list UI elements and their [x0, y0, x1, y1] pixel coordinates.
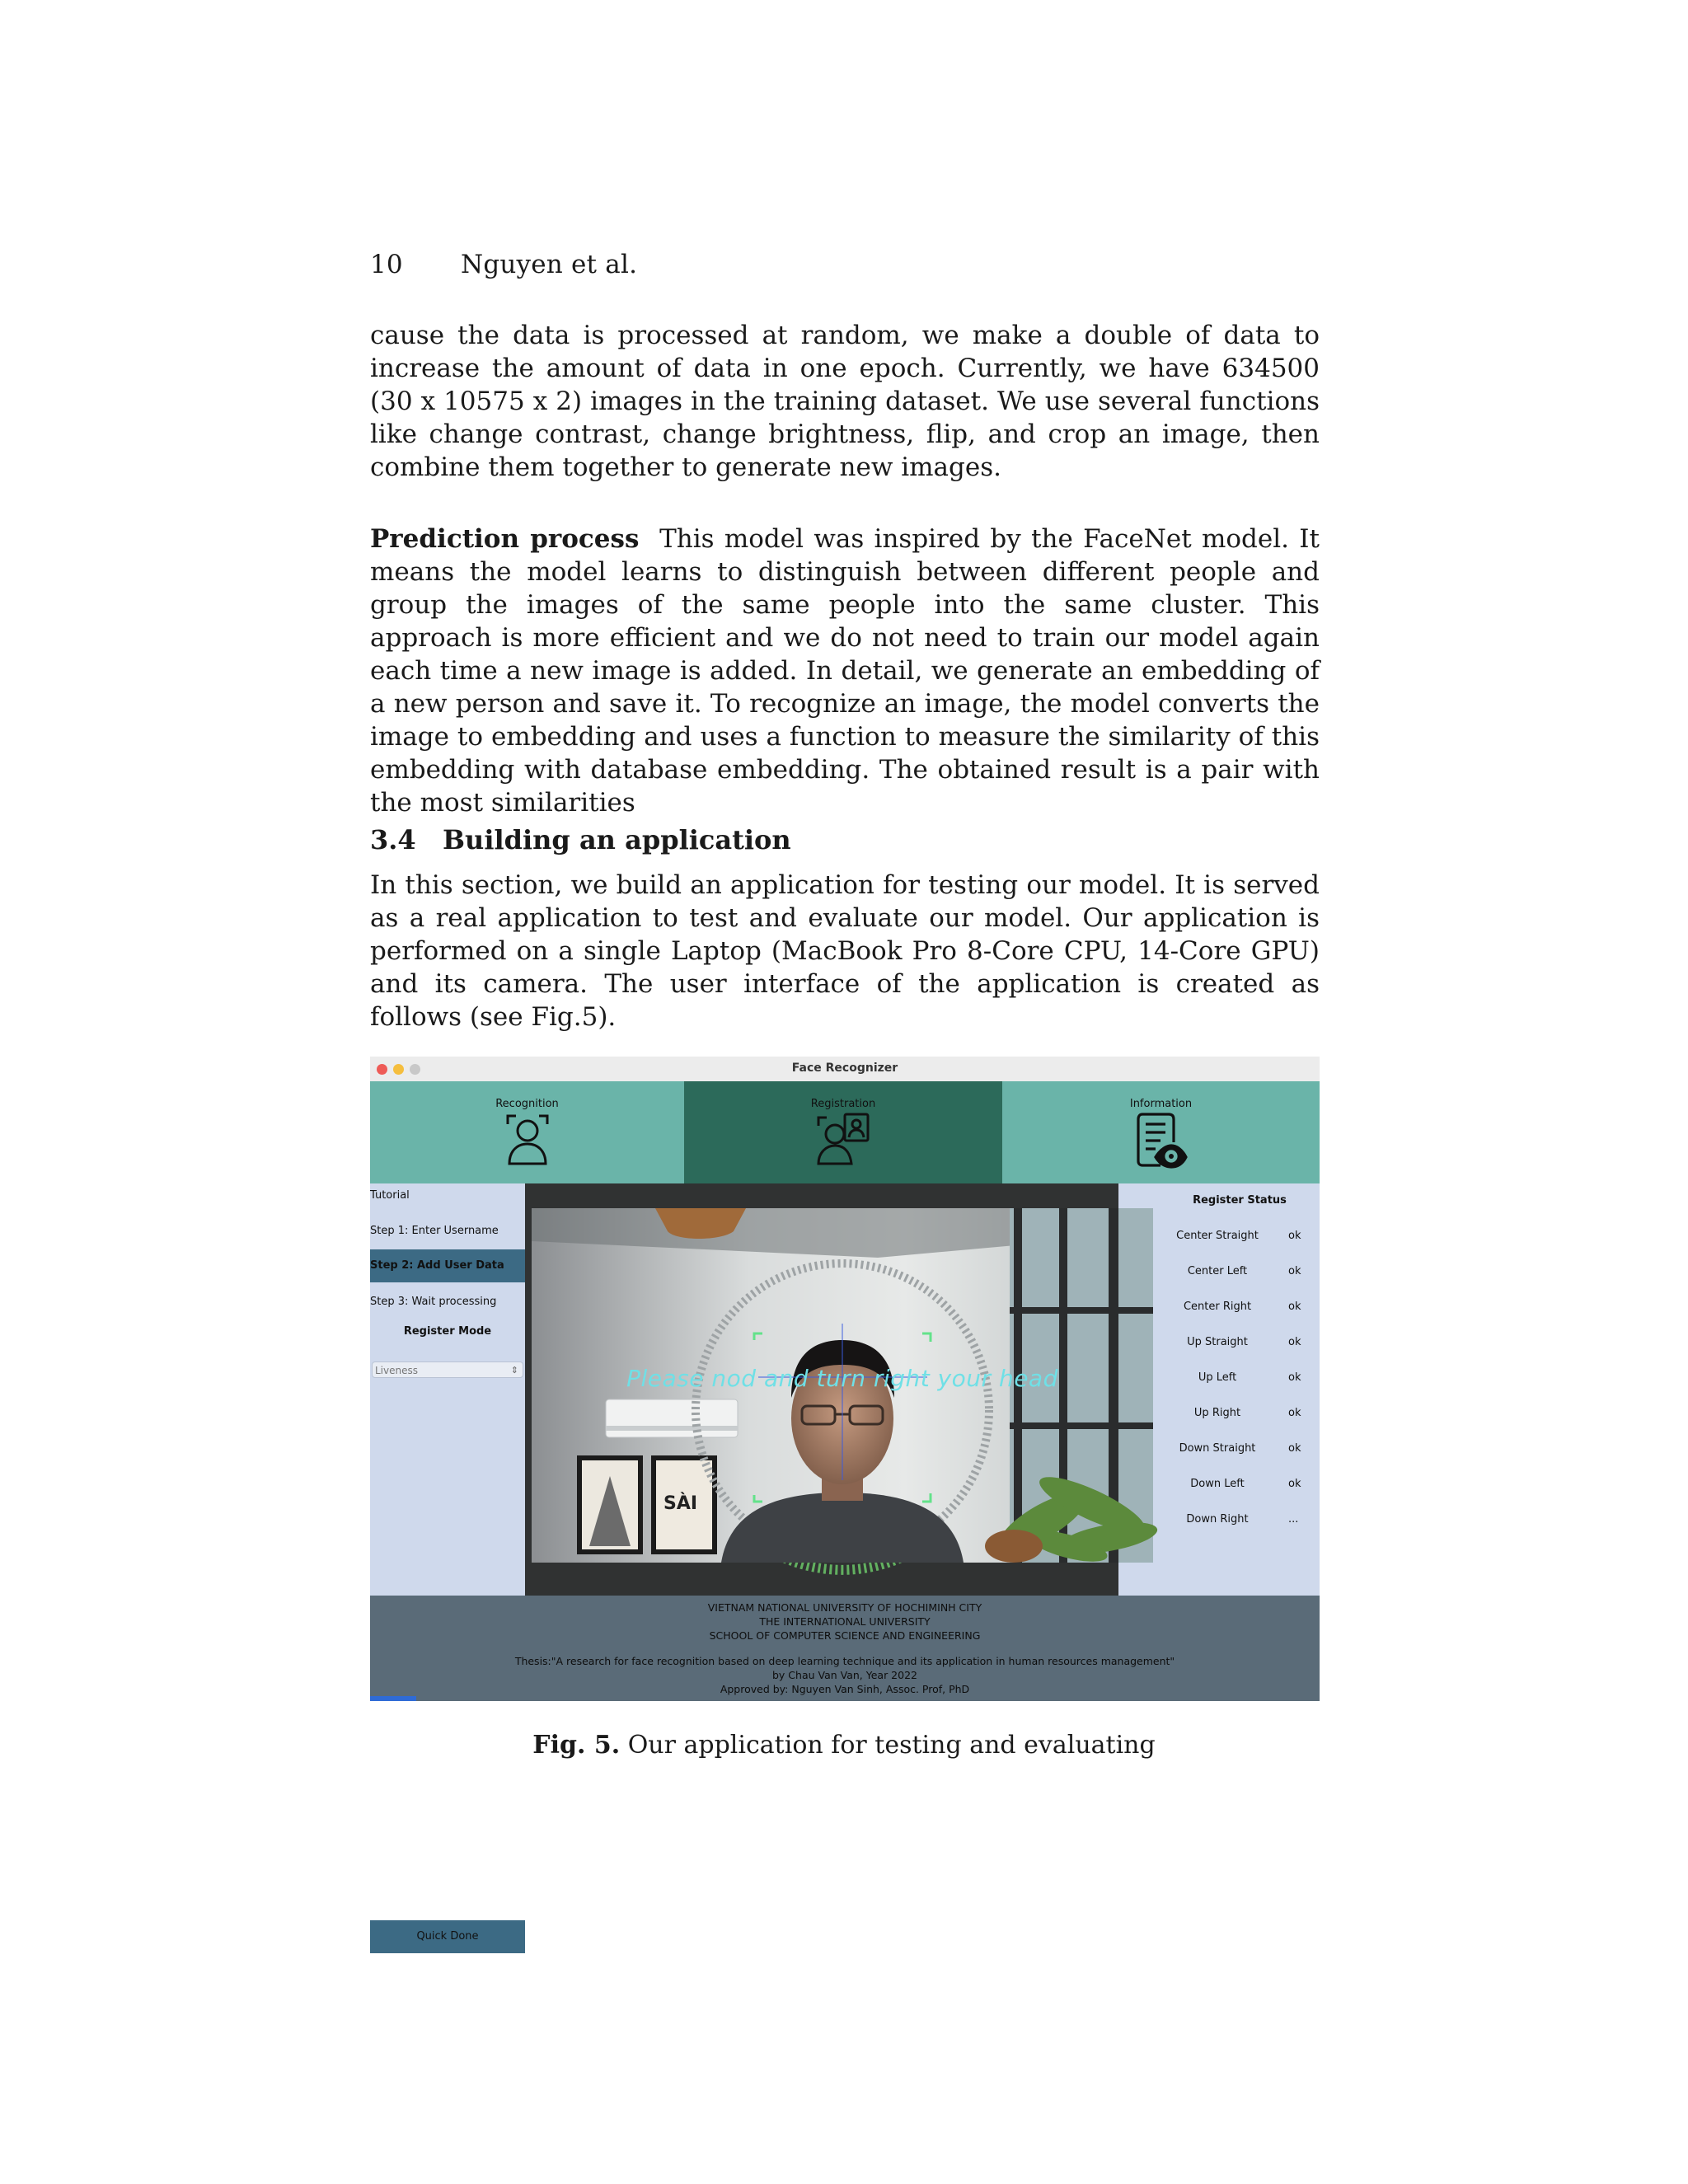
tab-information-label: Information [1129, 1098, 1193, 1110]
paragraph-heading: Prediction process [370, 524, 640, 554]
paragraph-3: In this section, we build an application for testing our model. It is served as a real application to test and evaluate our model. Our application is performed on a single Laptop (MacBook Pro 8-Core CPU, 14-Core GPU) and its camera. The user interface of the application is created as follows (see Fig.5). [370, 870, 1320, 1032]
nav-tabs [370, 1081, 1320, 1183]
tab-registration[interactable] [684, 1081, 1004, 1183]
status-step: Down Straight [1179, 1442, 1256, 1455]
camera-instruction: Please nod and turn right your head [626, 1365, 1058, 1392]
footer-institute: THE INTERNATIONAL UNIVERSITY [759, 1615, 931, 1628]
section-number: 3.4 [370, 824, 416, 855]
footer-school: SCHOOL OF COMPUTER SCIENCE AND ENGINEERING [709, 1629, 981, 1642]
register-mode-label: Register Mode [403, 1325, 492, 1338]
status-value: ok [1288, 1336, 1301, 1348]
tutorial-link[interactable]: Tutorial [370, 1189, 410, 1202]
window-titlebar [370, 1057, 1320, 1082]
step-1-item[interactable]: Step 1: Enter Username [370, 1225, 499, 1237]
select-arrow-icon: ⇕ [510, 1365, 518, 1376]
document-view-icon [1136, 1113, 1187, 1169]
register-status-title: Register Status [1193, 1194, 1287, 1207]
footer-approved: Approved by: Nguyen Van Sinh, Assoc. Prof, PhD [720, 1683, 970, 1695]
register-mode-value: Liveness [375, 1365, 418, 1376]
status-step: Down Left [1190, 1478, 1245, 1490]
footer-thesis: Thesis:"A research for face recognition based on deep learning technique and its application in human resources management" [514, 1655, 1175, 1667]
register-mode-select[interactable] [372, 1361, 523, 1378]
camera-view [532, 1208, 1153, 1563]
status-value: ok [1288, 1371, 1301, 1384]
footer-university: VIETNAM NATIONAL UNIVERSITY OF HOCHIMINH CITY [707, 1601, 982, 1614]
figure-label: Fig. 5. [532, 1731, 621, 1760]
status-row [1160, 1336, 1320, 1352]
tab-registration-label: Registration [810, 1098, 876, 1110]
window-title: Face Recognizer [791, 1062, 898, 1075]
status-row [1160, 1513, 1320, 1530]
paragraph-1: cause the data is processed at random, we make a double of data to increase the amount of data in one epoch. Currently, we have 634500 (30 x 10575 x 2) images in the training dataset. We use several functions like change contrast, change brightness, flip, and crop an image, then combine them together to generate new images. [370, 321, 1320, 482]
tab-recognition[interactable] [370, 1081, 686, 1183]
status-value: ok [1288, 1301, 1301, 1313]
status-step: Up Right [1193, 1407, 1241, 1419]
status-step: Down Right [1186, 1513, 1249, 1526]
tab-information[interactable] [1002, 1081, 1320, 1183]
paragraph-2 [370, 523, 1320, 819]
status-step: Up Straight [1187, 1336, 1248, 1348]
status-value: ... [1288, 1513, 1299, 1526]
status-step: Center Straight [1176, 1230, 1259, 1242]
tab-recognition-label: Recognition [495, 1098, 559, 1110]
status-value: ok [1288, 1407, 1301, 1419]
status-row [1160, 1478, 1320, 1494]
status-row [1160, 1230, 1320, 1246]
status-value: ok [1288, 1265, 1301, 1277]
status-row [1160, 1301, 1320, 1317]
status-step: Up Left [1198, 1371, 1237, 1384]
step-2-item[interactable]: Step 2: Add User Data [370, 1249, 525, 1282]
status-value: ok [1288, 1442, 1301, 1455]
face-scan-icon [504, 1113, 551, 1167]
paragraph-2-text: This model was inspired by the FaceNet model. It means the model learns to distinguish between different people and group the images of the same people into the same cluster. This approach is more efficient and we do not need to train our model again each time a new image is added. In detail, we generate an embedding of a new person and save it. To recognize an image, the model converts the image to embedding and uses a function to measure the similarity of this embedding with database embedding. The obtained result is a pair with the most similarities [370, 524, 1320, 818]
camera-frame [525, 1183, 1118, 1596]
status-row [1160, 1442, 1320, 1459]
register-face-icon [817, 1113, 870, 1167]
footer-author: by Chau Van Van, Year 2022 [771, 1669, 917, 1681]
status-value: ok [1288, 1478, 1301, 1490]
status-row [1160, 1407, 1320, 1423]
section-title: Building an application [443, 824, 791, 855]
svg-text:SÀI: SÀI [663, 1493, 698, 1514]
progress-indicator [370, 1696, 416, 1701]
right-panel [1160, 1183, 1320, 1596]
status-step: Center Left [1187, 1265, 1248, 1277]
figure-caption-text: Our application for testing and evaluating [627, 1731, 1156, 1760]
app-footer [370, 1596, 1320, 1701]
page-number: 10 [370, 250, 403, 279]
status-value: ok [1288, 1230, 1301, 1242]
authors: Nguyen et al. [461, 250, 638, 279]
status-row [1160, 1371, 1320, 1388]
step-3-item[interactable]: Step 3: Wait processing [370, 1296, 497, 1308]
figure-caption [0, 1731, 1688, 1760]
status-step: Center Right [1183, 1301, 1252, 1313]
running-head [370, 250, 637, 279]
status-row [1160, 1265, 1320, 1282]
section-heading [370, 824, 791, 855]
quick-done-button[interactable]: Quick Done [370, 1920, 525, 1953]
